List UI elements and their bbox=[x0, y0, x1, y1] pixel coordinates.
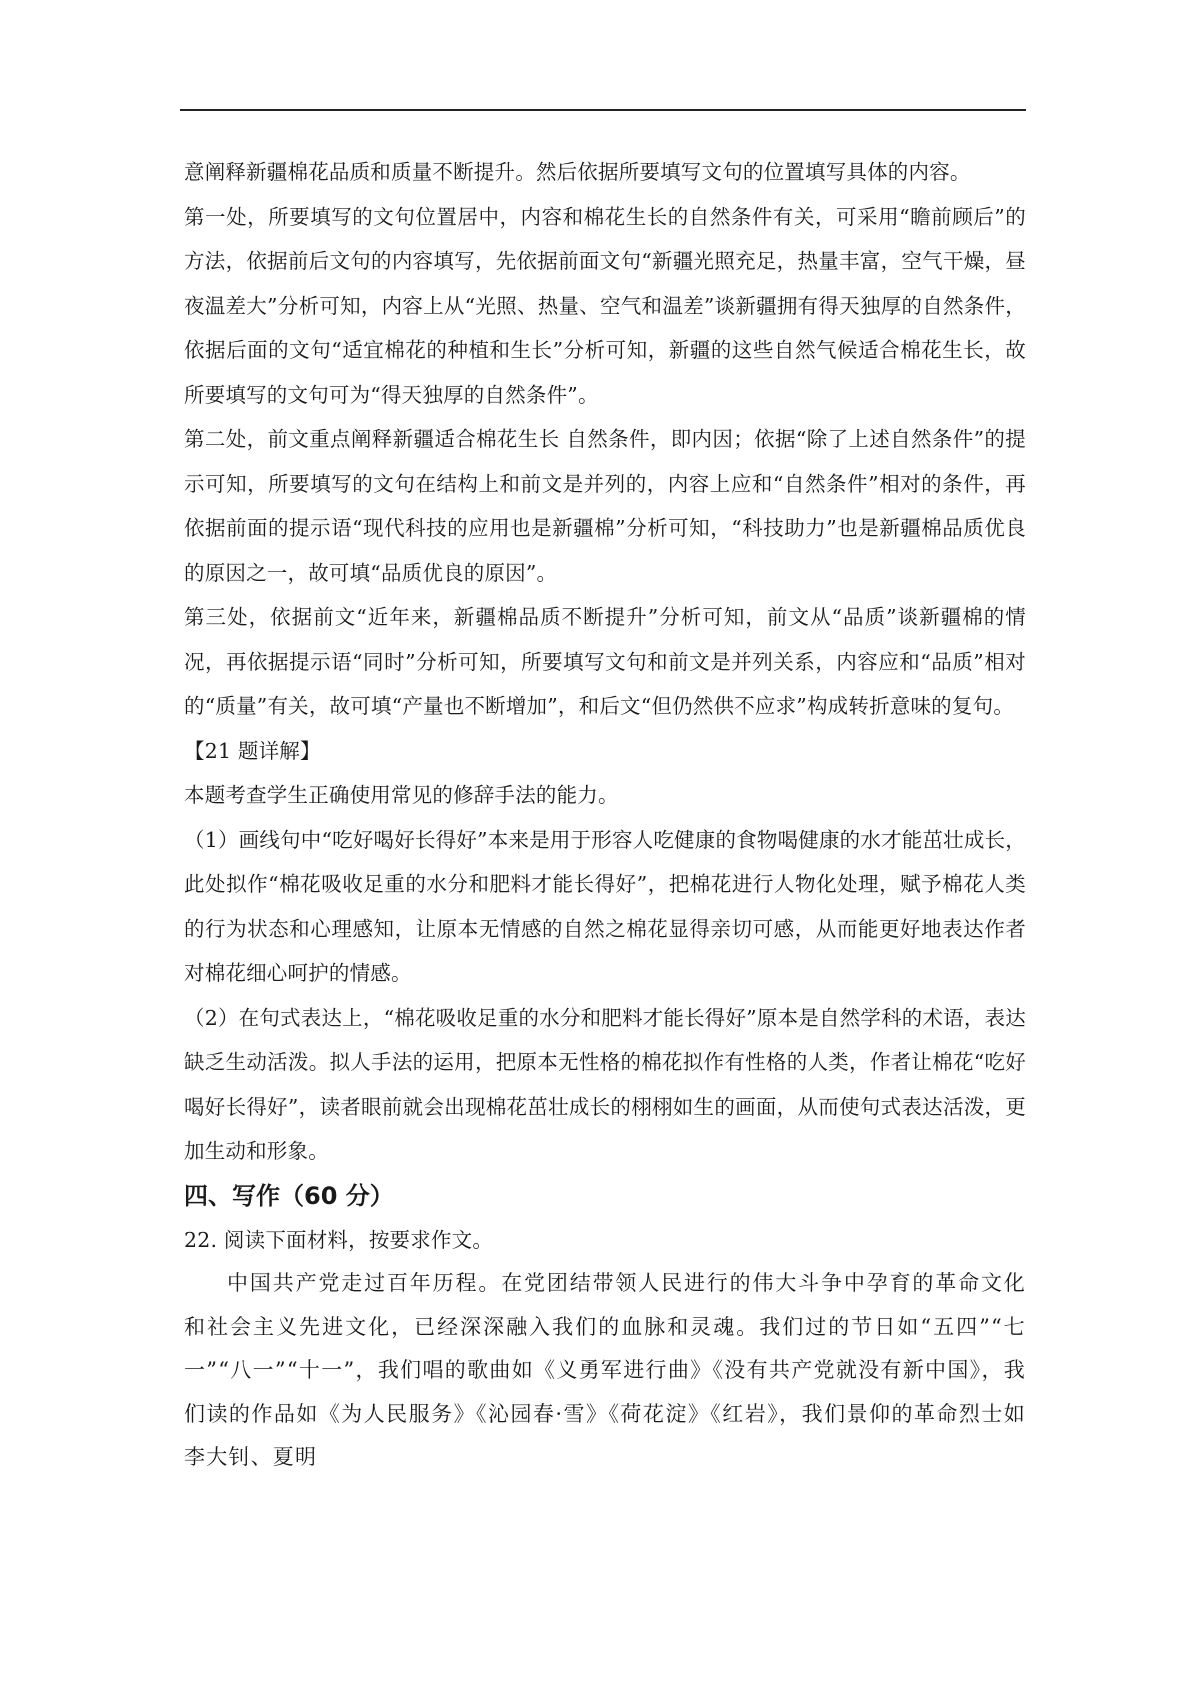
question-22-prompt: 22. 阅读下面材料，按要求作文。 bbox=[184, 1227, 494, 1252]
paragraph-first-blank: 第一处，所要填写的文句位置居中，内容和棉花生长的自然条件有关，可采用“瞻前顾后”的方法，依据前后文句的内容填写，先依据前面文句“新疆光照充足，热量丰富，空气干燥，昼夜温差大”分析可知，内容上从“光照、热量、空气和温差”谈新疆拥有得天独厚的自然条件，依据后面的文句“适宜棉花的种植和生长”分析可知，新疆的这些自然气候适合棉花生长，故所要填写的文句可为“得天独厚的自然条件”。 bbox=[184, 204, 1026, 407]
question-21-point-1: （1）画线句中“吃好喝好长得好”本来是用于形容人吃健康的食物喝健康的水才能茁壮成长，此处拟作“棉花吸收足重的水分和肥料才能长得好”，把棉花进行人物化处理，赋予棉花人类的行为状态和心理感知，让原本无情感的自然之棉花显得亲切可感，从而能更好地表达作者对棉花细心呵护的情感。 bbox=[184, 827, 1026, 985]
page-content bbox=[184, 150, 1026, 1480]
header-rule bbox=[180, 109, 1026, 111]
paragraph-third-blank: 第三处，依据前文“近年来，新疆棉品质不断提升”分析可知，前文从“品质”谈新疆棉的情况，再依据提示语“同时”分析可知，所要填写文句和前文是并列关系，内容应和“品质”相对的“质量”有关，故可填“产量也不断增加”，和后文“但仍然供不应求”构成转折意味的复句。 bbox=[184, 605, 1026, 718]
paragraph-second-blank: 第二处，前文重点阐释新疆适合棉花生长 自然条件，即内因；依据“除了上述自然条件”的提示可知，所要填写的文句在结构上和前文是并列的，内容上应和“自然条件”相对的条件，再依据前面的提示语“现代科技的应用也是新疆棉”分析可知，“科技助力”也是新疆棉品质优良的原因之一，故可填“品质优良的原因”。 bbox=[184, 427, 1026, 585]
paragraph-continued: 意阐释新疆棉花品质和质量不断提升。然后依据所要填写文句的位置填写具体的内容。 bbox=[184, 160, 971, 184]
question-21-intro: 本题考查学生正确使用常见的修辞手法的能力。 bbox=[184, 783, 619, 807]
question-21-heading: 【21 题详解】 bbox=[184, 738, 321, 763]
writing-material: 中国共产党走过百年历程。在党团结带领人民进行的伟大斗争中孕育的革命文化和社会主义先进文化，已经深深融入我们的血脉和灵魂。我们过的节日如“五四”“七一”“八一”“十一”，我们唱的歌曲如《义勇军进行曲》《没有共产党就没有新中国》，我们读的作品如《为人民服务》《沁园春·雪》《荷花淀》《红岩》，我们景仰的革命烈士如李大钊、夏明 bbox=[184, 1271, 1026, 1469]
question-21-point-2: （2）在句式表达上，“棉花吸收足重的水分和肥料才能长得好”原本是自然学科的术语，表达缺乏生动活泼。拟人手法的运用，把原本无性格的棉花拟作有性格的人类，作者让棉花“吃好喝好长得好”，读者眼前就会出现棉花茁壮成长的栩栩如生的画面，从而使句式表达活泼，更加生动和形象。 bbox=[184, 1005, 1026, 1163]
section-title: 四、写作（60 分） bbox=[184, 1181, 394, 1210]
